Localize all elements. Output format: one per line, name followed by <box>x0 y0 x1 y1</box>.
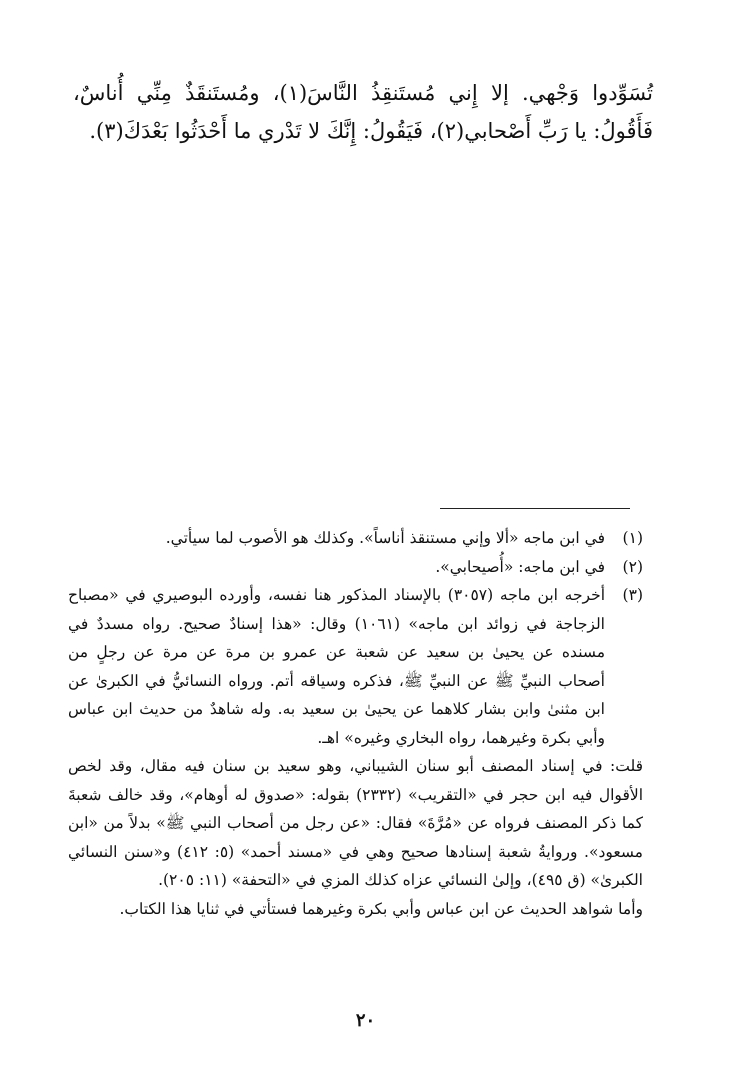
footnote-number: (١) <box>622 529 643 547</box>
footnotes-section <box>68 524 643 923</box>
footnote-text: في ابن ماجه «ألا وإني مستنقذ أناساً». وكذلك هو الأصوب لما سيأتي. <box>165 529 605 547</box>
footnote-2 <box>68 553 643 582</box>
footnote-3 <box>68 581 643 752</box>
editor-note: قلت: في إسناد المصنف أبو سنان الشيباني، وهو سعيد بن سنان فيه مقال، وقد لخص الأقوال فيه ابن حجر في «التقريب» (٢٣٣٢) بقوله: «صدوق له أوهام»، وقد خالف شعبةَ كما ذكر المصنف فرواه عن «مُرَّةَ» فقال: «عن رجل من أصحاب النبي ﷺ» بدلاً من «ابن مسعود». وروايةُ شعبة إسنادها صحيح وهي في «مسند أحمد» (٥: ٤١٢) و«سنن النسائي الكبرىٰ» (ق ٤٩٥)، وإلىٰ النسائي عزاه كذلك المزي في «التحفة» (١١: ٢٠٥). <box>68 757 643 889</box>
footnote-number: (٢) <box>622 557 643 576</box>
footnote-text: أخرجه ابن ماجه (٣٠٥٧) بالإسناد المذكور هنا نفسه، وأورده البوصيري في «مصباح الزجاجة في زوائد ابن ماجه» (١٠٦١) وقال: «هذا إسنادٌ صحيح. رواه مسددٌ في مسنده عن يحيىٰ بن سعيد عن شعبة عن عمرو بن مرة عن مرة عن رجلٍ من أصحاب النبيِّ ﷺ عن النبيِّ ﷺ، فذكره وسياقه أتم. ورواه النسائيُّ في الكبرىٰ عن ابن مثنىٰ وابن بشار كلاهما عن يحيىٰ بن سعيد به. وله شاهدٌ من حديث ابن عباس وأبي بكرة وغيرهما، رواه البخاري وغيره» اهـ. <box>68 586 605 747</box>
footnote-separator <box>440 508 630 509</box>
footnote-text: في ابن ماجه: «أُصيحابي». <box>435 557 605 576</box>
editor-note-closing: وأما شواهد الحديث عن ابن عباس وأبي بكرة وغيرهما فستأتي في ثنايا هذا الكتاب. <box>119 899 643 918</box>
footnote-1 <box>68 524 643 553</box>
main-body-text: تُسَوِّدوا وَجْهي. إلا إِني مُستَنقِذُ النَّاسَ(١)، ومُستَنقَذٌ مِنِّي أُناسٌ، فَأَقُولُ: يا رَبِّ أَصْحابي(٢)، فَيَقُولُ: إِنَّكَ لا تَدْري ما أَحْدَثُوا بَعْدَكَ(٣). <box>73 81 653 143</box>
page-number: ٢٠ <box>355 1010 376 1031</box>
footnote-number: (٣) <box>622 586 643 604</box>
